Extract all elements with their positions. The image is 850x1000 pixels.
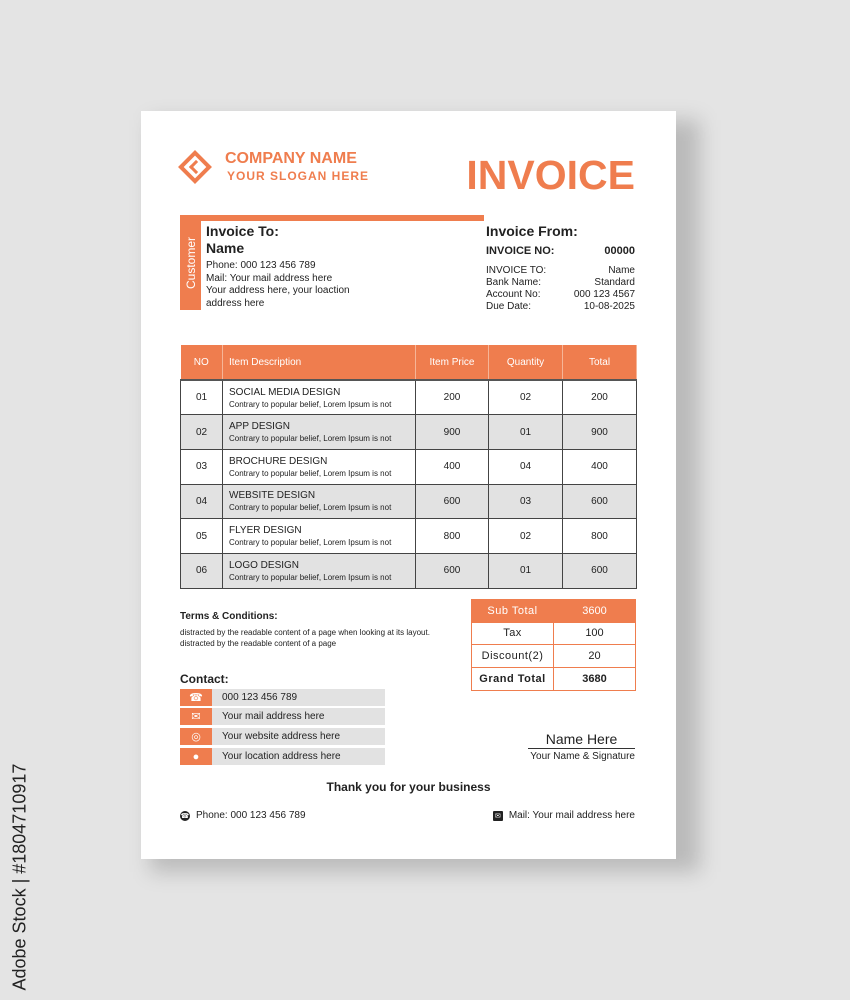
from-row-label: INVOICE TO:: [486, 265, 547, 276]
subtotal-label: Sub Total: [472, 600, 554, 622]
discount-label: Discount(2): [472, 645, 554, 667]
from-row-value: 10-08-2025: [583, 301, 635, 312]
tax-row: [472, 623, 635, 646]
signature-role: Your Name & Signature: [530, 751, 635, 762]
from-row: [486, 289, 635, 301]
from-row: [486, 277, 635, 289]
contact-website: Your website address here: [222, 731, 341, 742]
discount-value: 20: [588, 649, 601, 662]
row-quantity: 02: [489, 519, 563, 554]
row-total: 900: [563, 415, 637, 450]
row-no: 06: [181, 553, 223, 588]
invoice-to-name: Name: [206, 240, 245, 256]
item-title: SOCIAL MEDIA DESIGN: [229, 386, 341, 398]
invoice-to-title: Invoice To:: [206, 223, 279, 239]
from-row-value: 000 123 4567: [573, 289, 635, 300]
item-subtitle: Contrary to popular belief, Lorem Ipsum is not: [229, 503, 392, 513]
footer-mail: [493, 810, 635, 821]
contact-title: Contact:: [180, 672, 229, 686]
row-no: 02: [181, 415, 223, 450]
stock-credit-text: Adobe Stock | #1804710917: [9, 763, 30, 991]
grand-total-row: [472, 668, 635, 691]
footer-phone-text: Phone: 000 123 456 789: [196, 810, 306, 821]
contact-phone-row: [180, 689, 385, 706]
grand-total-value: 3680: [582, 672, 607, 685]
from-row-label: Due Date:: [486, 301, 532, 312]
grand-total-label: Grand Total: [472, 668, 554, 691]
table-row: [181, 415, 637, 450]
contact-mail-row: [180, 708, 385, 725]
row-quantity: 01: [489, 553, 563, 588]
from-row-value: Name: [608, 265, 635, 276]
row-quantity: 03: [489, 484, 563, 519]
table-row: [181, 484, 637, 519]
row-quantity: 02: [489, 380, 563, 415]
row-description: [223, 553, 416, 588]
item-subtitle: Contrary to popular belief, Lorem Ipsum is not: [229, 399, 392, 409]
phone-icon: ☎: [180, 689, 212, 706]
row-total: 600: [563, 484, 637, 519]
item-title: APP DESIGN: [229, 421, 290, 433]
terms-text: [180, 628, 470, 650]
row-no: 03: [181, 449, 223, 484]
row-price: 800: [416, 519, 489, 554]
tax-label: Tax: [472, 623, 554, 645]
row-description: [223, 380, 416, 415]
row-price: 900: [416, 415, 489, 450]
table-row: [181, 553, 637, 588]
row-price: 200: [416, 380, 489, 415]
from-row-label: Account No:: [486, 289, 541, 300]
accent-bar: [180, 215, 484, 221]
contact-location: Your location address here: [222, 751, 341, 762]
subtotal-row: [472, 600, 635, 623]
item-title: WEBSITE DESIGN: [229, 490, 316, 502]
row-no: 01: [181, 380, 223, 415]
row-no: 05: [181, 519, 223, 554]
invoice-to-phone: Phone: 000 123 456 789: [206, 260, 316, 271]
terms-line: distracted by the readable content of a page: [180, 638, 337, 648]
from-row: [486, 265, 635, 277]
row-quantity: 04: [489, 449, 563, 484]
globe-icon: ◎: [180, 728, 212, 745]
items-table: [180, 345, 637, 589]
row-description: [223, 415, 416, 450]
row-total: 800: [563, 519, 637, 554]
contact-location-row: [180, 748, 385, 765]
row-description: [223, 449, 416, 484]
item-subtitle: Contrary to popular belief, Lorem Ipsum is not: [229, 434, 392, 444]
contact-mail: Your mail address here: [222, 711, 325, 722]
invoice-from: [486, 223, 635, 313]
stock-credit: [10, 760, 30, 1000]
item-subtitle: Contrary to popular belief, Lorem Ipsum is not: [229, 538, 392, 548]
invoice-page: [141, 111, 676, 859]
header-quantity: Quantity: [489, 345, 563, 380]
item-title: FLYER DESIGN: [229, 525, 302, 537]
table-header-row: [181, 345, 637, 380]
header-total: Total: [563, 345, 637, 380]
header-no: NO: [181, 345, 223, 380]
phone-icon: ☎: [180, 812, 190, 820]
item-subtitle: Contrary to popular belief, Lorem Ipsum is not: [229, 572, 392, 582]
invoice-title: INVOICE: [466, 152, 635, 198]
header-price: Item Price: [416, 345, 489, 380]
invoice-from-title: Invoice From:: [486, 223, 578, 239]
terms-title: Terms & Conditions:: [180, 611, 278, 622]
footer-mail-text: Mail: Your mail address here: [508, 810, 635, 821]
contact-phone: 000 123 456 789: [222, 692, 298, 703]
table-row: [181, 519, 637, 554]
row-total: 600: [563, 553, 637, 588]
row-total: 400: [563, 449, 637, 484]
row-description: [223, 484, 416, 519]
subtotal-value: 3600: [582, 604, 607, 617]
row-quantity: 01: [489, 415, 563, 450]
invoice-number-value: 00000: [604, 245, 635, 257]
tax-value: 100: [585, 627, 604, 640]
totals-box: [471, 599, 636, 691]
row-total: 200: [563, 380, 637, 415]
from-row-label: Bank Name:: [486, 277, 542, 288]
item-title: LOGO DESIGN: [229, 559, 300, 571]
invoice-number-label: INVOICE NO:: [486, 245, 555, 257]
item-subtitle: Contrary to popular belief, Lorem Ipsum is not: [229, 468, 392, 478]
invoice-to-details: [206, 260, 381, 310]
invoice-to-address: Your address here, your loaction address here: [206, 285, 350, 309]
mail-icon: ✉: [493, 811, 503, 821]
row-price: 400: [416, 449, 489, 484]
footer-phone: [180, 810, 306, 821]
row-description: [223, 519, 416, 554]
mail-icon: ✉: [180, 708, 212, 725]
table-row: [181, 449, 637, 484]
contact-website-row: [180, 728, 385, 745]
row-price: 600: [416, 553, 489, 588]
from-row-value: Standard: [594, 277, 635, 288]
company-name: COMPANY NAME: [225, 150, 357, 167]
terms-line: distracted by the readable content of a page when looking at its layout.: [180, 628, 430, 637]
company-slogan: YOUR SLOGAN HERE: [227, 169, 370, 183]
customer-label: Customer: [184, 237, 198, 290]
header-description: Item Description: [223, 345, 416, 380]
row-price: 600: [416, 484, 489, 519]
row-no: 04: [181, 484, 223, 519]
invoice-number-row: [486, 245, 635, 257]
thank-you-message: Thank you for your business: [326, 780, 491, 794]
item-title: BROCHURE DESIGN: [229, 455, 328, 467]
table-row: [181, 380, 637, 415]
discount-row: [472, 645, 635, 668]
signature-name: Name Here: [528, 731, 635, 749]
from-row: [486, 301, 635, 313]
location-pin-icon: ●: [180, 748, 212, 765]
invoice-to-mail: Mail: Your mail address here: [206, 272, 333, 284]
